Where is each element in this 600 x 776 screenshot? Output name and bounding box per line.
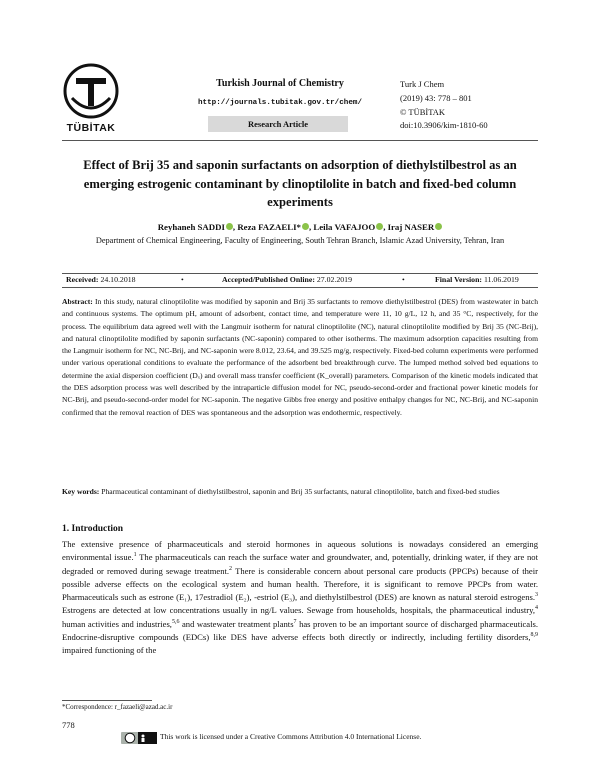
license-statement: This work is licensed under a Creative Commons Attribution 4.0 International License.: [160, 732, 422, 741]
author-separator: ,: [232, 222, 238, 232]
citation-superscript[interactable]: 1: [133, 552, 137, 559]
footnote-divider: [62, 700, 152, 701]
author-name: Reza FAZAELI*: [237, 222, 301, 232]
citation-superscript[interactable]: 7: [293, 618, 297, 625]
cc-by-license-icon[interactable]: [121, 731, 157, 743]
header-divider: [62, 140, 538, 141]
abstract-label: Abstract:: [62, 297, 93, 306]
journal-name: Turkish Journal of Chemistry: [216, 78, 344, 89]
author-name: Iraj NASER: [387, 222, 435, 232]
article-title: Effect of Brij 35 and saponin surfactants on adsorption of diethylstilbestrol as an emerging estrogenic contaminant by clinoptilolite in batch and fixed-bed column experiments: [83, 158, 517, 209]
logo-text: TÜBİTAK: [66, 122, 116, 134]
received-label: Received:: [66, 275, 99, 284]
final-version-date: 11.06.2019: [483, 275, 519, 284]
orcid-icon[interactable]: [302, 223, 309, 230]
citation-superscript[interactable]: 4: [535, 605, 538, 612]
doi-link[interactable]: doi:10.3906/kim-1810-60: [400, 120, 488, 131]
article-dates: [62, 275, 538, 287]
author-separator: ,: [383, 222, 388, 232]
intro-text-segment: and wastewater treatment plants: [179, 618, 294, 629]
author-name: Reyhaneh SADDI: [157, 222, 225, 232]
tubitak-logo: [62, 62, 120, 136]
date-bullet: •: [181, 275, 184, 284]
intro-text-segment: The pharmaceuticals can reach the surface water and groundwater, and, potentially, drinking water, if they are not degraded or removed during sewage treatment.: [62, 552, 538, 576]
keywords-text: Pharmaceutical contaminant of diethylstilbestrol, saponin and Brij 35 surfactants, natural clinoptilolite, batch and fixed-bed studies: [101, 487, 500, 496]
intro-text-segment: Estrogens are detected at low concentrations usually in ng/L values. Sewage from households, hospitals, the pharmaceutical industry,: [62, 605, 535, 616]
intro-text-segment: impaired functioning of the: [62, 645, 157, 656]
intro-text-segment: human activities and industries,: [62, 618, 172, 629]
affiliation: Department of Chemical Engineering, Faculty of Engineering, South Tehran Branch, Islamic Azad University, Tehran, Iran: [95, 236, 505, 245]
article-type-badge: Research Article: [208, 116, 348, 132]
orcid-icon[interactable]: [435, 223, 442, 230]
accepted-label: Accepted/Published Online:: [222, 275, 315, 284]
section-heading: 1. Introduction: [62, 524, 124, 534]
accepted-date: 27.02.2019: [316, 275, 352, 284]
dates-divider-bottom: [62, 287, 538, 288]
author-name: Leila VAFAJOO: [313, 222, 376, 232]
author-list: [62, 222, 538, 232]
abstract: [62, 296, 538, 419]
citation-superscript[interactable]: 3: [535, 592, 538, 599]
date-bullet: •: [402, 275, 405, 284]
citation-superscript[interactable]: 5,6: [171, 618, 180, 625]
citation-superscript[interactable]: 2: [229, 565, 233, 572]
intro-text-segment: The extensive presence of pharmaceuticals and steroid hormones in aqueous solutions is nowadays considered an emerging environmental issue.: [62, 539, 538, 563]
final-version-label: Final Version:: [435, 275, 483, 284]
keywords: [62, 486, 538, 498]
introduction-paragraph: [62, 538, 538, 658]
page-number: 778: [62, 720, 75, 730]
citation-superscript[interactable]: 8,9: [530, 632, 538, 639]
correspondence-footnote: *Correspondence: r_fazaeli@azad.ac.ir: [62, 703, 173, 711]
journal-meta: [400, 78, 488, 133]
journal-abbrev: Turk J Chem: [400, 79, 445, 89]
intro-text-segment: has proven to be an important source of discharged pharmaceuticals. Endocrine-disruptive compounds (EDCs) like DES have adverse effects both directly or indirectly, including fertility disorders,: [62, 618, 538, 643]
intro-text-segment: There is considerable concern about personal care products (PPCPs) because of their possible adverse effects on the ecological system and human health. Therefore, it is significant to remove PPCPs from water. Pharmaceuticals such as estrone (E₁), 17estradiol (E₂), -estriol (E₃), and diethylstilbestrol (DES) are known as natural steroid estrogens.: [62, 565, 538, 603]
keywords-label: Key words:: [62, 487, 100, 496]
journal-url-link[interactable]: http://journals.tubitak.gov.tr/chem/: [197, 99, 363, 107]
orcid-icon[interactable]: [226, 223, 233, 230]
received-date: 24.10.2018: [100, 275, 136, 284]
volume-pages: (2019) 43: 778 – 801: [400, 92, 472, 103]
abstract-text: In this study, natural clinoptilolite was modified by saponin and Brij 35 surfactants to remove diethylstilbestrol (DES) from wastewater in batch and continuous systems. The optimum pH, amount of adsorbent, contact time, and temperature were 11, 10 g/L, 12 h, and 35 °C, respectively, for the process. The equilibrium data agreed well with the Langmuir isotherm for natural clinoptilolite (NC), natural clinoptilolite modified by Brij 35 (NC-Brij), and natural clinoptilolite modified by saponin surfactants (NC-saponin) compared to other isotherms. The maximum adsorption capacities resulting from the Langmuir isotherm for NC, NC-Brij, and NC-saponin were 8.012, 23.64, and 39.525 mg/g, respectively. Fixed-bed column experiments were performed under various operational conditions to evaluate the performance of the adsorbent bed breakthrough curve. The lumped method solved bed equations to determine the axial dispersion coefficient (Dₓ) and overall mass transfer coefficient (K_overall) parameters. Comparison of the kinetic models indicated that the DES adsorption process was well described by the intraparticle diffusion model for NC, pseudo-second-order and fractional power kinetic models for NC-Brij, and pseudo-second-order model for NC-saponin. The negative Gibbs free energy and positive enthalpy changes for NC, NC-Brij, and NC-saponin confirmed that the removal reaction of DES was spontaneous and the adsorption was endothermic, respectively.: [62, 297, 538, 417]
author-separator: ,: [308, 222, 314, 232]
dates-divider-top: [62, 273, 538, 274]
copyright: © TÜBİTAK: [400, 106, 446, 117]
